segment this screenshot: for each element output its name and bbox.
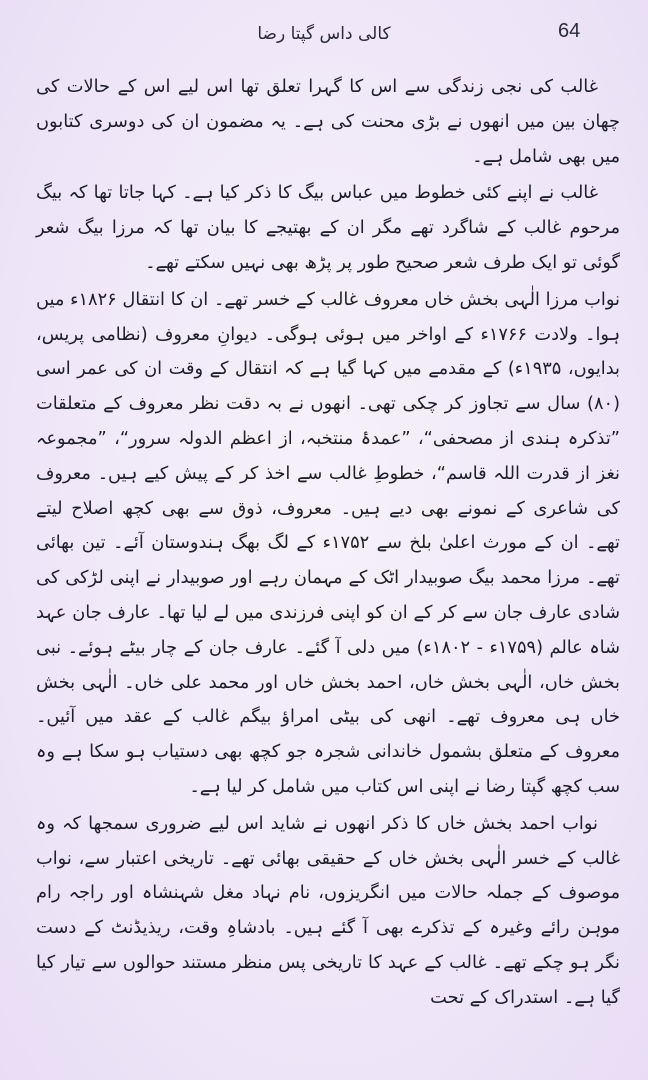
page-number: 64 (558, 20, 581, 42)
page-header (0, 18, 648, 52)
paragraph-1: غالب کی نجی زندگی سے اس کا گہرا تعلق تھا اس لیے اس کے حالات کی چھان بین میں انھوں نے بڑی محنت کی ہے۔ یہ مضمون ان کی دوسری کتابوں میں بھی شامل ہے۔ (36, 76, 620, 167)
body-text (36, 70, 620, 1016)
running-head: کالی داس گپتا رضا (257, 24, 391, 44)
paragraph-3: نواب مرزا الٰہی بخش خاں معروف غالب کے خسر تھے۔ ان کا انتقال ۱۸۲۶ء میں ہوا۔ ولادت ۱۷۶۶ء کے اواخر میں ہوئی ہوگی۔ دیوانِ معروف (نظامی پریس، بدایوں، ۱۹۳۵ء) کے مقدمے میں کہا گیا ہے کہ انتقال کے وقت ان کی عمر اسی (۸۰) سال سے تجاوز کر چکی تھی۔ انھوں نے بہ دقت نظر معروف کے متعلقات ”تذکرہ ہندی از مصحفی“، ”عمدۂ منتخبہ، از اعظم الدولہ سرور“، ”مجموعہ نغز از قدرت اللہ قاسم“، خطوطِ غالب سے اخذ کر کے پیش کیے ہیں۔ معروف کی شاعری کے نمونے بھی دیے ہیں۔ معروف، ذوق سے بھی کچھ اصلاح لیتے تھے۔ ان کے مورث اعلیٰ بلخ سے ۱۷۵۲ء کے لگ بھگ ہندوستان آئے۔ تین بھائی تھے۔ مرزا محمد بیگ صوبیدار اٹک کے مہمان رہے اور صوبیدار نے اپنی لڑکی کی شادی عارف جان سے کر کے ان کو اپنی فرزندی میں لے لیا تھا۔ عارف جان عہد شاہ عالم (۱۷۵۹ء - ۱۸۰۲ء) میں دلی آ گئے۔ عارف جان کے چار بیٹے ہوئے۔ نبی بخش خاں، الٰہی بخش خاں، احمد بخش خاں اور محمد علی خاں۔ الٰہی بخش خاں ہی معروف تھے۔ انھی کی بیٹی امراؤ بیگم غالب کے عقد میں آئیں۔ معروف کے متعلق بشمول خاندانی شجرہ جو کچھ بھی دستیاب ہو سکا ہے وہ سب کچھ گپتا رضا نے اپنی اس کتاب میں شامل کر لیا ہے۔ (36, 288, 621, 797)
paragraph-4: نواب احمد بخش خاں کا ذکر انھوں نے شاید اس لیے ضروری سمجھا کہ وہ غالب کے خسر الٰہی بخش خاں کے حقیقی بھائی تھے۔ تاریخی اعتبار سے، نواب موصوف کے جملہ حالات میں انگریزوں، نام نہاد مغل شہنشاہ اور راجہ رام موہن رائے وغیرہ کے تذکرے بھی آ گئے ہیں۔ بادشاہِ وقت، ریذیڈنٹ کے دست نگر ہو چکے تھے۔ غالب کے عہد کا تاریخی پس منظر مستند حوالوں سے تیار کیا گیا ہے۔ استدراک کے تحت (36, 812, 620, 1008)
paragraph-2: غالب نے اپنے کئی خطوط میں عباس بیگ کا ذکر کیا ہے۔ کہا جاتا تھا کہ بیگ مرحوم غالب کے شاگرد تھے مگر ان کے بھتیجے کا بیان تھا کہ مرزا بیگ شعر گوئی تو ایک طرف شعر صحیح طور پر پڑھ بھی نہیں سکتے تھے۔ (36, 182, 620, 273)
